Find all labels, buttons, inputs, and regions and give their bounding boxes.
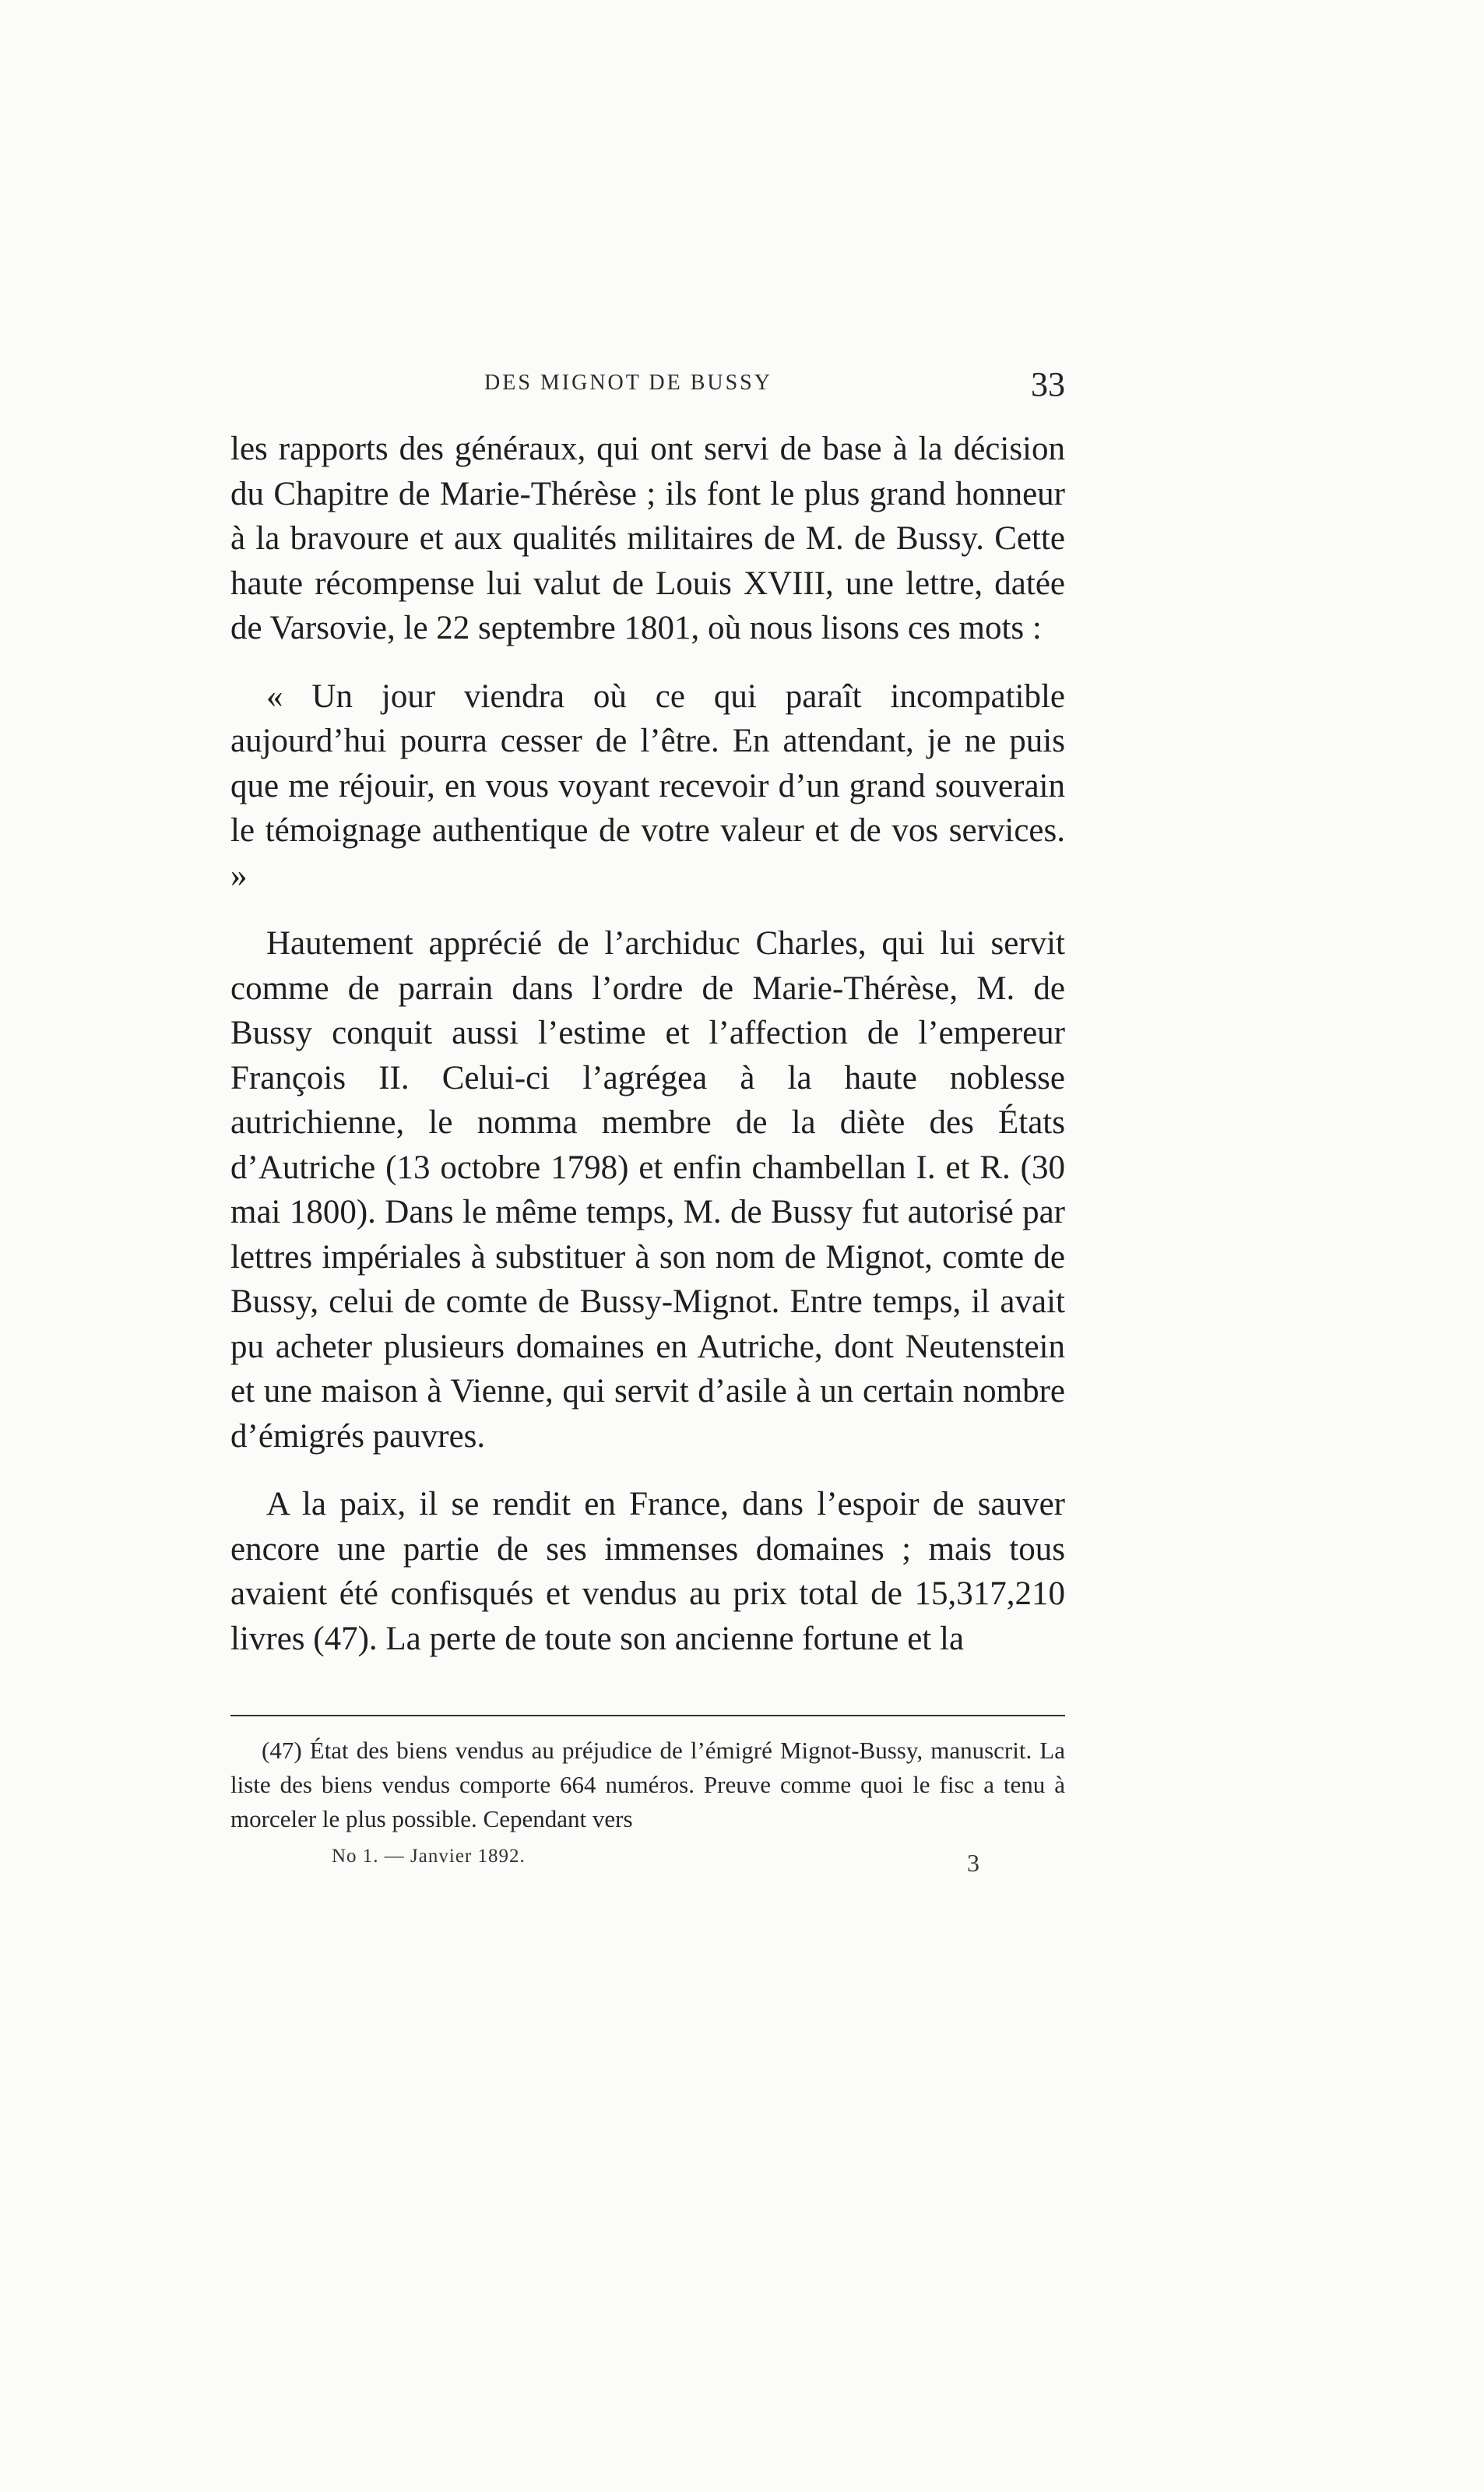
signature-line — [230, 1846, 1065, 1885]
footnote-47: (47) État des biens vendus au préjudice de l’émigré Mignot-Bussy, manuscrit. La liste des biens vendus comporte 664 numéros. Preuve comme quoi le fisc a tenu à morceler le plus possible. Cependant vers — [230, 1737, 1065, 1832]
paragraph-4: A la paix, il se rendit en France, dans l’espoir de sauver encore une partie de ses immenses domaines ; mais tous avaient été confisqués et vendus au prix total de 15,317,210 livres (47). La perte de toute son ancienne fortune et la — [230, 1486, 1065, 1657]
issue-date: No 1. — Janvier 1892. — [332, 1846, 526, 1867]
body-text — [230, 427, 1065, 1684]
paragraph-3: Hautement apprécié de l’archiduc Charles, qui lui servit comme de parrain dans l’ordre de Marie-Thérèse, M. de Bussy conquit aussi l’estime et l’affection de l’empereur François II. Celui-ci l’agrégea à la haute noblesse autrichienne, le nomma membre de la diète des États d’Autriche (13 octobre 1798) et enfin chambellan I. et R. (30 mai 1800). Dans le même temps, M. de Bussy fut autorisé par lettres impériales à substituer à son nom de Mignot, comte de Bussy, celui de comte de Bussy-Mignot. Entre temps, il avait pu acheter plusieurs domaines en Autriche, dont Neutenstein et une maison à Vienne, qui servit d’asile à un certain nombre d’émigrés pauvres. — [230, 925, 1065, 1455]
paragraph-1: les rapports des généraux, qui ont servi de base à la décision du Chapitre de Marie-Thérèse ; ils font le plus grand honneur à la bravoure et aux qualités militaires de M. de Bussy. Cette haute récompense lui valut de Louis XVIII, une lettre, datée de Varsovie, le 22 septembre 1801, où nous lisons ces mots : — [230, 431, 1065, 646]
paragraph-2-quote: « Un jour viendra où ce qui paraît incompatible aujourd’hui pourra cesser de l’être. En attendant, je ne puis que me réjouir, en vous voyant recevoir d’un grand souverain le témoignage authentique de votre valeur et de vos services. » — [230, 678, 1065, 894]
page-number: 33 — [1031, 365, 1065, 403]
running-title: DES MIGNOT DE BUSSY — [484, 371, 772, 395]
page-header — [230, 364, 1065, 411]
sheet-mark: 3 — [967, 1849, 979, 1877]
footnote-separator — [230, 1715, 1065, 1716]
